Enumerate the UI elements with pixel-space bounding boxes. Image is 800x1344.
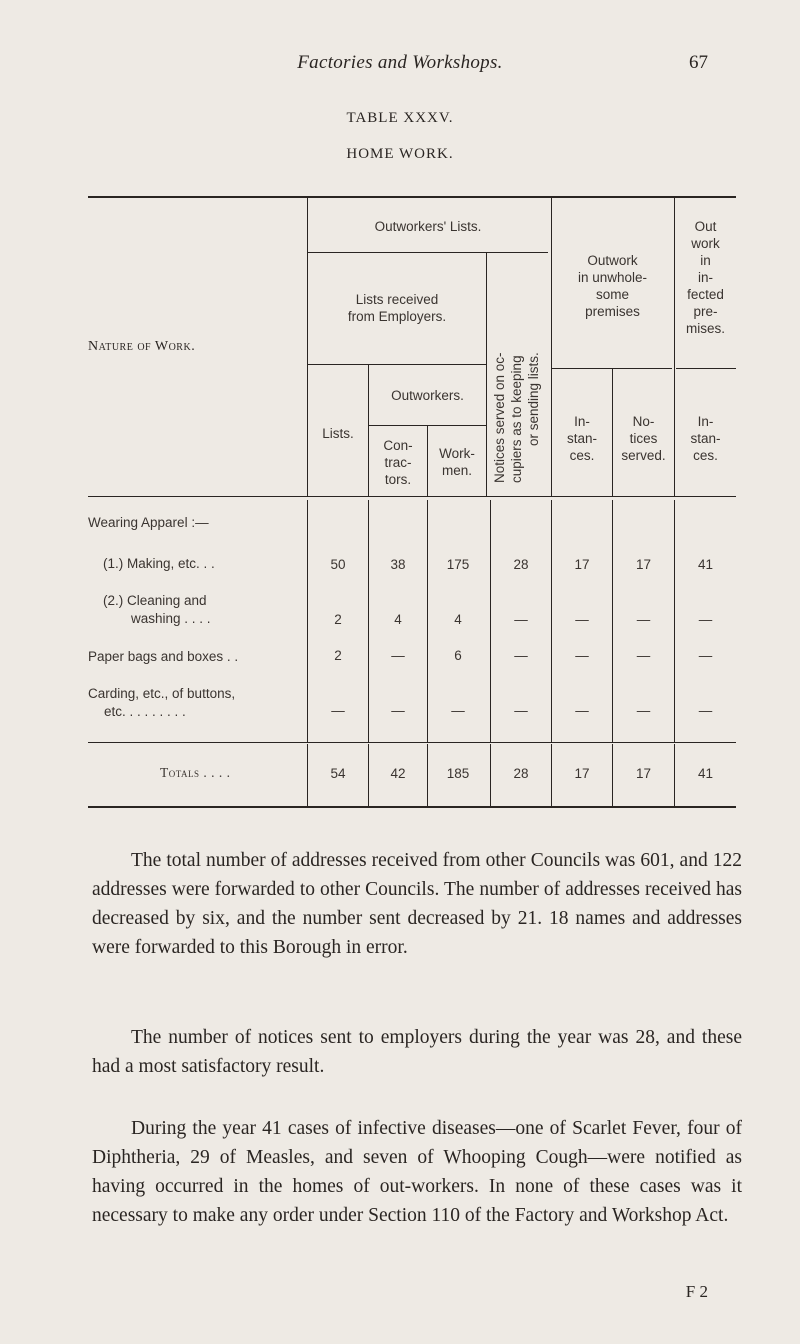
header-outworkers: Outworkers.	[391, 388, 464, 403]
row-label-paper-bags: Paper bags and boxes . .	[88, 649, 239, 664]
table-cell: —	[451, 703, 465, 718]
header-lists-received: Lists received from Employers.	[347, 292, 447, 324]
header-bottom-rule	[88, 496, 736, 497]
totals-cell: 41	[697, 766, 714, 781]
col-rule-1	[307, 198, 308, 496]
paragraph-infective-diseases: During the year 41 cases of infective diseases—one of Scarlet Fever, four of Diphtheria, 29 of Measles, and seven of Whooping Cough—were notified as having occurred in the homes of out-workers. In none of these cases was it necessary to make any order under Section 110 of the Factory and Workshop Act.	[92, 1118, 742, 1226]
table-cell: 50	[330, 557, 346, 572]
table-cell: —	[514, 703, 528, 718]
signature-mark: F 2	[685, 1282, 708, 1301]
table-cell: —	[575, 703, 589, 718]
table-cell: —	[575, 612, 589, 627]
header-instances-unwholesome: In- stan- ces.	[566, 414, 597, 463]
table-cell: —	[698, 703, 713, 718]
table-cell: —	[636, 703, 651, 718]
header-nature-of-work: Nature of Work.	[88, 339, 196, 354]
row-label-carding: Carding, etc., of buttons, etc. . . . . . . . .	[88, 686, 236, 719]
paragraph-addresses: The total number of addresses received from other Councils was 601, and 122 addresses were forwarded to other Councils. The number of addresses received has decreased by six, and the number sent decreased by 21. 18 names and addresses were forwarded to this Borough in error.	[92, 850, 742, 958]
table-cell: 17	[574, 557, 590, 572]
table-cell: —	[331, 703, 345, 718]
table-cell: 38	[390, 557, 406, 572]
row-label-cleaning: (2.) Cleaning and washing . . . .	[103, 593, 211, 626]
header-rule-lists-received	[308, 364, 486, 365]
header-notices-served	[486, 258, 552, 496]
header-rule-infected	[676, 368, 736, 369]
header-workmen: Work- men.	[439, 446, 475, 478]
table-cell: —	[636, 612, 651, 627]
table-subtitle: HOME WORK.	[346, 146, 454, 162]
header-outworkers-lists: Outworkers' Lists.	[374, 219, 482, 234]
totals-cell: 54	[330, 766, 346, 781]
totals-top-rule	[88, 742, 736, 743]
totals-cell: 28	[513, 766, 529, 781]
table-cell: 4	[394, 612, 402, 627]
table-cell: 41	[697, 557, 714, 572]
row-label-making: (1.) Making, etc. . .	[103, 556, 215, 571]
header-rule-outworkers-lists	[308, 252, 548, 253]
svg-text:or sending lists.: or sending lists.	[526, 352, 541, 446]
table-cell: 2	[334, 612, 342, 627]
table-cell: —	[636, 648, 651, 663]
table-cell: —	[698, 648, 713, 663]
totals-label: Totals . . . .	[160, 765, 231, 780]
table-cell: —	[514, 648, 528, 663]
paragraph-notices: The number of notices sent to employers during the year was 28, and these had a most satisfactory result.	[92, 1027, 742, 1077]
table-cell: 17	[635, 557, 652, 572]
totals-cell: 17	[635, 766, 652, 781]
table-cell: —	[391, 648, 405, 663]
table-cell: 175	[446, 557, 470, 572]
table-cell: —	[698, 612, 713, 627]
header-notices-served-unwholesome: No- tices served.	[621, 414, 666, 463]
section-label-wearing-apparel: Wearing Apparel :—	[88, 515, 209, 530]
page-number: 67	[689, 52, 708, 73]
totals-cell: 185	[446, 766, 470, 781]
totals-cell: 42	[390, 766, 406, 781]
table-cell: —	[391, 703, 405, 718]
table-cell: 28	[513, 557, 529, 572]
totals-cell: 17	[574, 766, 590, 781]
header-contractors: Con- trac- tors.	[383, 438, 413, 487]
header-outwork-unwholesome: Outwork in unwhole- some premises	[577, 253, 648, 319]
table-bottom-rule	[88, 806, 736, 808]
table-title: TABLE XXXV.	[346, 110, 454, 126]
svg-text:cupiers as to keeping: cupiers as to keeping	[509, 355, 524, 483]
table-top-rule	[88, 196, 736, 198]
table-cell: —	[575, 648, 589, 663]
running-header-title: Factories and Workshops.	[297, 52, 503, 73]
header-lists: Lists.	[322, 426, 354, 441]
header-instances-infected: In- stan- ces.	[690, 414, 721, 463]
table-cell: 6	[454, 648, 462, 663]
header-outwork-infected: Out work in in- fected pre- mises.	[685, 219, 725, 336]
svg-text:Notices served on oc-: Notices served on oc-	[492, 352, 507, 483]
table-cell: —	[514, 612, 528, 627]
table-cell: 4	[454, 612, 462, 627]
table-cell: 2	[334, 648, 342, 663]
